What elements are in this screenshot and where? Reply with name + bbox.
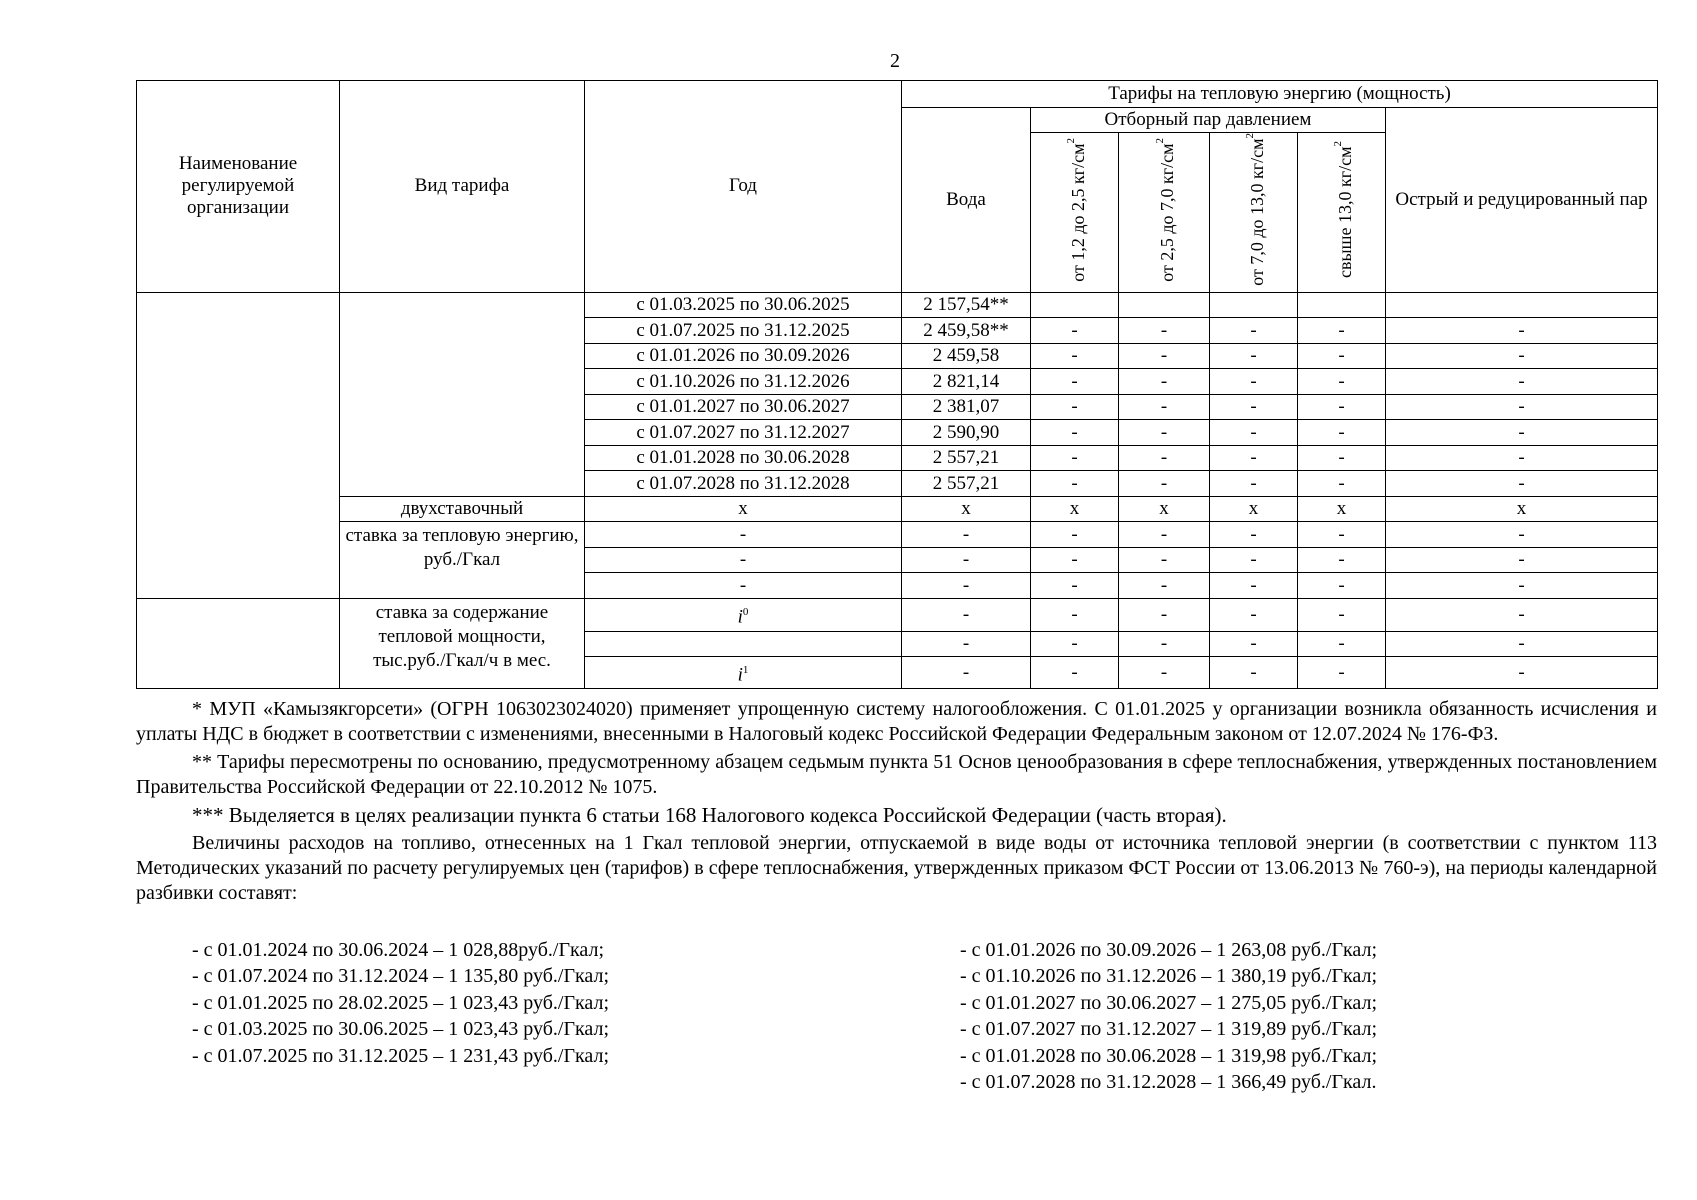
list-item: - с 01.07.2025 по 31.12.2025 – 1 231,43 руб./Гкал; [192,1044,610,1067]
period-cell: с 01.01.2027 по 30.06.2027 [585,394,902,420]
period-rows [137,292,1658,496]
dash-cell: - [902,657,1031,689]
footnote-3: *** Выделяется в целях реализации пункта 6 статьи 168 Налогового кодекса Российской Федерации (часть вторая). [192,803,1227,827]
dash-cell: - [1031,522,1119,548]
steam-value-cell: - [1031,369,1119,395]
header-org-name: Наименование регулируемой организации [137,81,340,293]
dash-cell: - [1210,598,1298,631]
fuel-costs-left-list [192,937,609,1069]
dash-cell: - [1210,631,1298,657]
dash-cell: - [1210,657,1298,689]
header-steam-4: свыше 13,0 $кг/см^2$ [1298,133,1386,293]
dash-cell: - [1210,573,1298,599]
page-number: 2 [890,50,900,72]
steam-value-cell: - [1298,445,1386,471]
steam-value-cell: - [1298,369,1386,395]
dash-cell: - [1031,631,1119,657]
steam-value-cell: - [1298,420,1386,446]
water-value-cell: 2 157,54** [902,292,1031,318]
footnotes [136,697,1657,906]
steam-value-cell: - [1386,343,1658,369]
period-cell: с 01.01.2026 по 30.09.2026 [585,343,902,369]
footnote-2: ** Тарифы пересмотрены по основанию, предусмотренному абзацем седьмым пункта 51 Основ ценообразования в сфере теплоснабжения, утвержденных постановлением Правительства Российской Федерации от 22.10.2012 № 1075. [136,751,1657,798]
header-tariffs-group: Тарифы на тепловую энергию (мощность) [902,81,1658,108]
dash-cell: - [1031,598,1119,631]
two-part-mark: х [902,496,1031,522]
steam-value-cell: - [1031,445,1119,471]
steam-value-cell [1031,292,1119,318]
org-blank-cell-2 [137,598,340,689]
dash-cell: - [902,522,1031,548]
org-blank-cell [137,496,340,522]
dash-cell: - [1119,547,1210,573]
org-blank-cell [137,547,340,573]
i1-cell: $i^1$ [585,657,902,689]
steam-value-cell: - [1298,318,1386,344]
steam-value-cell: - [1031,420,1119,446]
header-sharp-steam: Острый и редуцированный пар [1386,108,1658,293]
table-row [137,292,1658,318]
two-part-mark: х [1031,496,1119,522]
steam-value-cell: - [1386,420,1658,446]
dash-cell: - [902,631,1031,657]
dash-cell: - [1210,547,1298,573]
steam-value-cell: - [1210,318,1298,344]
list-item: - с 01.07.2024 по 31.12.2024 – 1 135,80 руб./Гкал; [192,965,610,988]
list-item: - с 01.07.2028 по 31.12.2028 – 1 366,49 руб./Гкал. [960,1071,1377,1094]
dash-cell: - [1386,547,1658,573]
period-cell: с 01.07.2028 по 31.12.2028 [585,471,902,497]
two-part-mark: х [1298,496,1386,522]
steam-value-cell: - [1119,471,1210,497]
list-item: - с 01.10.2026 по 31.12.2026 – 1 380,19 руб./Гкал; [960,965,1378,988]
header-tariff-type: Вид тарифа [340,81,585,293]
dash-cell: - [585,522,902,548]
dash-cell: - [1119,598,1210,631]
dash-cell: - [1298,657,1386,689]
dash-cell: - [1031,573,1119,599]
dash-cell: - [902,598,1031,631]
org-blank-cell [137,292,340,496]
water-value-cell: 2 459,58 [902,343,1031,369]
two-part-mark: х [1119,496,1210,522]
water-value-cell: 2 459,58** [902,318,1031,344]
dash-cell: - [1386,598,1658,631]
capacity-rate-label: ставка за содержание тепловой мощности, тыс.руб./Гкал/ч в мес. [340,598,585,689]
header-year: Год [585,81,902,293]
steam-value-cell: - [1119,445,1210,471]
period-cell: с 01.03.2025 по 30.06.2025 [585,292,902,318]
list-item: - с 01.03.2025 по 30.06.2025 – 1 023,43 руб./Гкал; [192,1018,610,1041]
steam-value-cell: - [1210,420,1298,446]
list-item: - с 01.01.2028 по 30.06.2028 – 1 319,98 руб./Гкал; [960,1044,1378,1067]
list-item: - с 01.01.2024 по 30.06.2024 – 1 028,88руб./Гкал; [192,939,605,961]
dash-cell: - [1210,522,1298,548]
steam-value-cell: - [1031,343,1119,369]
dash-cell: - [1119,573,1210,599]
dash-cell: - [1386,631,1658,657]
steam-value-cell: - [1210,445,1298,471]
water-value-cell: 2 557,21 [902,471,1031,497]
list-item: - с 01.01.2025 по 28.02.2025 – 1 023,43 руб./Гкал; [192,991,610,1014]
two-part-mark: х [585,496,902,522]
steam-value-cell: - [1031,318,1119,344]
header-steam-2: от 2,5 до 7,0 $кг/см^2$ [1119,133,1210,293]
steam-value-cell: - [1210,369,1298,395]
steam-value-cell: - [1119,318,1210,344]
steam-value-cell: - [1386,369,1658,395]
header-water: Вода [902,108,1031,293]
water-value-cell: 2 590,90 [902,420,1031,446]
dash-cell: - [1031,547,1119,573]
steam-value-cell: - [1119,394,1210,420]
steam-value-cell: - [1386,394,1658,420]
two-part-mark: х [1386,496,1658,522]
steam-value-cell: - [1210,394,1298,420]
dash-cell: - [1298,547,1386,573]
fuel-costs-right-list [960,937,1377,1095]
two-part-mark: х [1210,496,1298,522]
fuel-costs-intro: Величины расходов на топливо, отнесенных на 1 Гкал тепловой энергии, отпускаемой в виде воды от источника тепловой энергии (в соответствии с пунктом 113 Методических указаний по расчету регулируемых цен (тарифов) в сфере теплоснабжения, утвержденных приказом ФСТ России от 13.06.2013 № 760-э), на периоды календарной разбивки составят: [136,832,1657,904]
i0-cell: $i^0$ [585,598,902,631]
period-cell: с 01.07.2027 по 31.12.2027 [585,420,902,446]
org-blank-cell [137,573,340,599]
steam-value-cell: - [1210,471,1298,497]
steam-value-cell: - [1386,445,1658,471]
header-steam-3: от 7,0 до 13,0 $кг/см^2$ [1210,133,1298,293]
header-steam-group: Отборный пар давлением [1031,108,1386,133]
dash-cell: - [1386,522,1658,548]
period-cell: с 01.01.2028 по 30.06.2028 [585,445,902,471]
steam-value-cell: - [1119,343,1210,369]
steam-value-cell [1298,292,1386,318]
dash-cell: - [1298,598,1386,631]
steam-value-cell: - [1031,471,1119,497]
period-cell: с 01.10.2026 по 31.12.2026 [585,369,902,395]
tariff-table [136,80,1658,689]
steam-value-cell [1210,292,1298,318]
list-item: - с 01.07.2027 по 31.12.2027 – 1 319,89 руб./Гкал; [960,1018,1378,1041]
dash-cell: - [1386,573,1658,599]
water-value-cell: 2 821,14 [902,369,1031,395]
dash-cell: - [1119,657,1210,689]
list-item: - с 01.01.2026 по 30.09.2026 – 1 263,08 руб./Гкал; [960,939,1378,961]
dash-cell: - [1119,631,1210,657]
dash-cell: - [585,547,902,573]
dash-cell: - [1119,522,1210,548]
steam-value-cell: - [1031,394,1119,420]
steam-value-cell: - [1119,420,1210,446]
steam-value-cell: - [1386,471,1658,497]
steam-value-cell: - [1298,343,1386,369]
footnote-1: * МУП «Камызякгорсети» (ОГРН 1063023024020) применяет упрощенную систему налогообложения. С 01.01.2025 у организации возникла обязанность исчисления и уплаты НДС в бюджет в соответствии с изменениями, внесенными в Налоговый кодекс Российской Федерации Федеральным законом от 12.07.2024 № 176-ФЗ. [136,698,1657,745]
steam-value-cell: - [1298,394,1386,420]
steam-value-cell: - [1298,471,1386,497]
blank-cell [585,631,902,657]
dash-cell: - [902,547,1031,573]
org-blank-cell [137,522,340,548]
tariff-type-blank-cell [340,292,585,496]
water-value-cell: 2 381,07 [902,394,1031,420]
steam-value-cell [1119,292,1210,318]
list-item: - с 01.01.2027 по 30.06.2027 – 1 275,05 руб./Гкал; [960,991,1378,1014]
dash-cell: - [1031,657,1119,689]
dash-cell: - [902,573,1031,599]
dash-cell: - [585,573,902,599]
steam-value-cell: - [1210,343,1298,369]
dash-cell: - [1298,573,1386,599]
dash-cell: - [1386,657,1658,689]
energy-rate-label: ставка за тепловую энергию, руб./Гкал [340,522,585,599]
two-part-label: двухставочный [340,496,585,522]
dash-cell: - [1298,522,1386,548]
dash-cell: - [1298,631,1386,657]
header-steam-1: от 1,2 до 2,5 $кг/см^2$ [1031,133,1119,293]
period-cell: с 01.07.2025 по 31.12.2025 [585,318,902,344]
water-value-cell: 2 557,21 [902,445,1031,471]
steam-value-cell: - [1386,318,1658,344]
steam-value-cell: - [1119,369,1210,395]
steam-value-cell [1386,292,1658,318]
